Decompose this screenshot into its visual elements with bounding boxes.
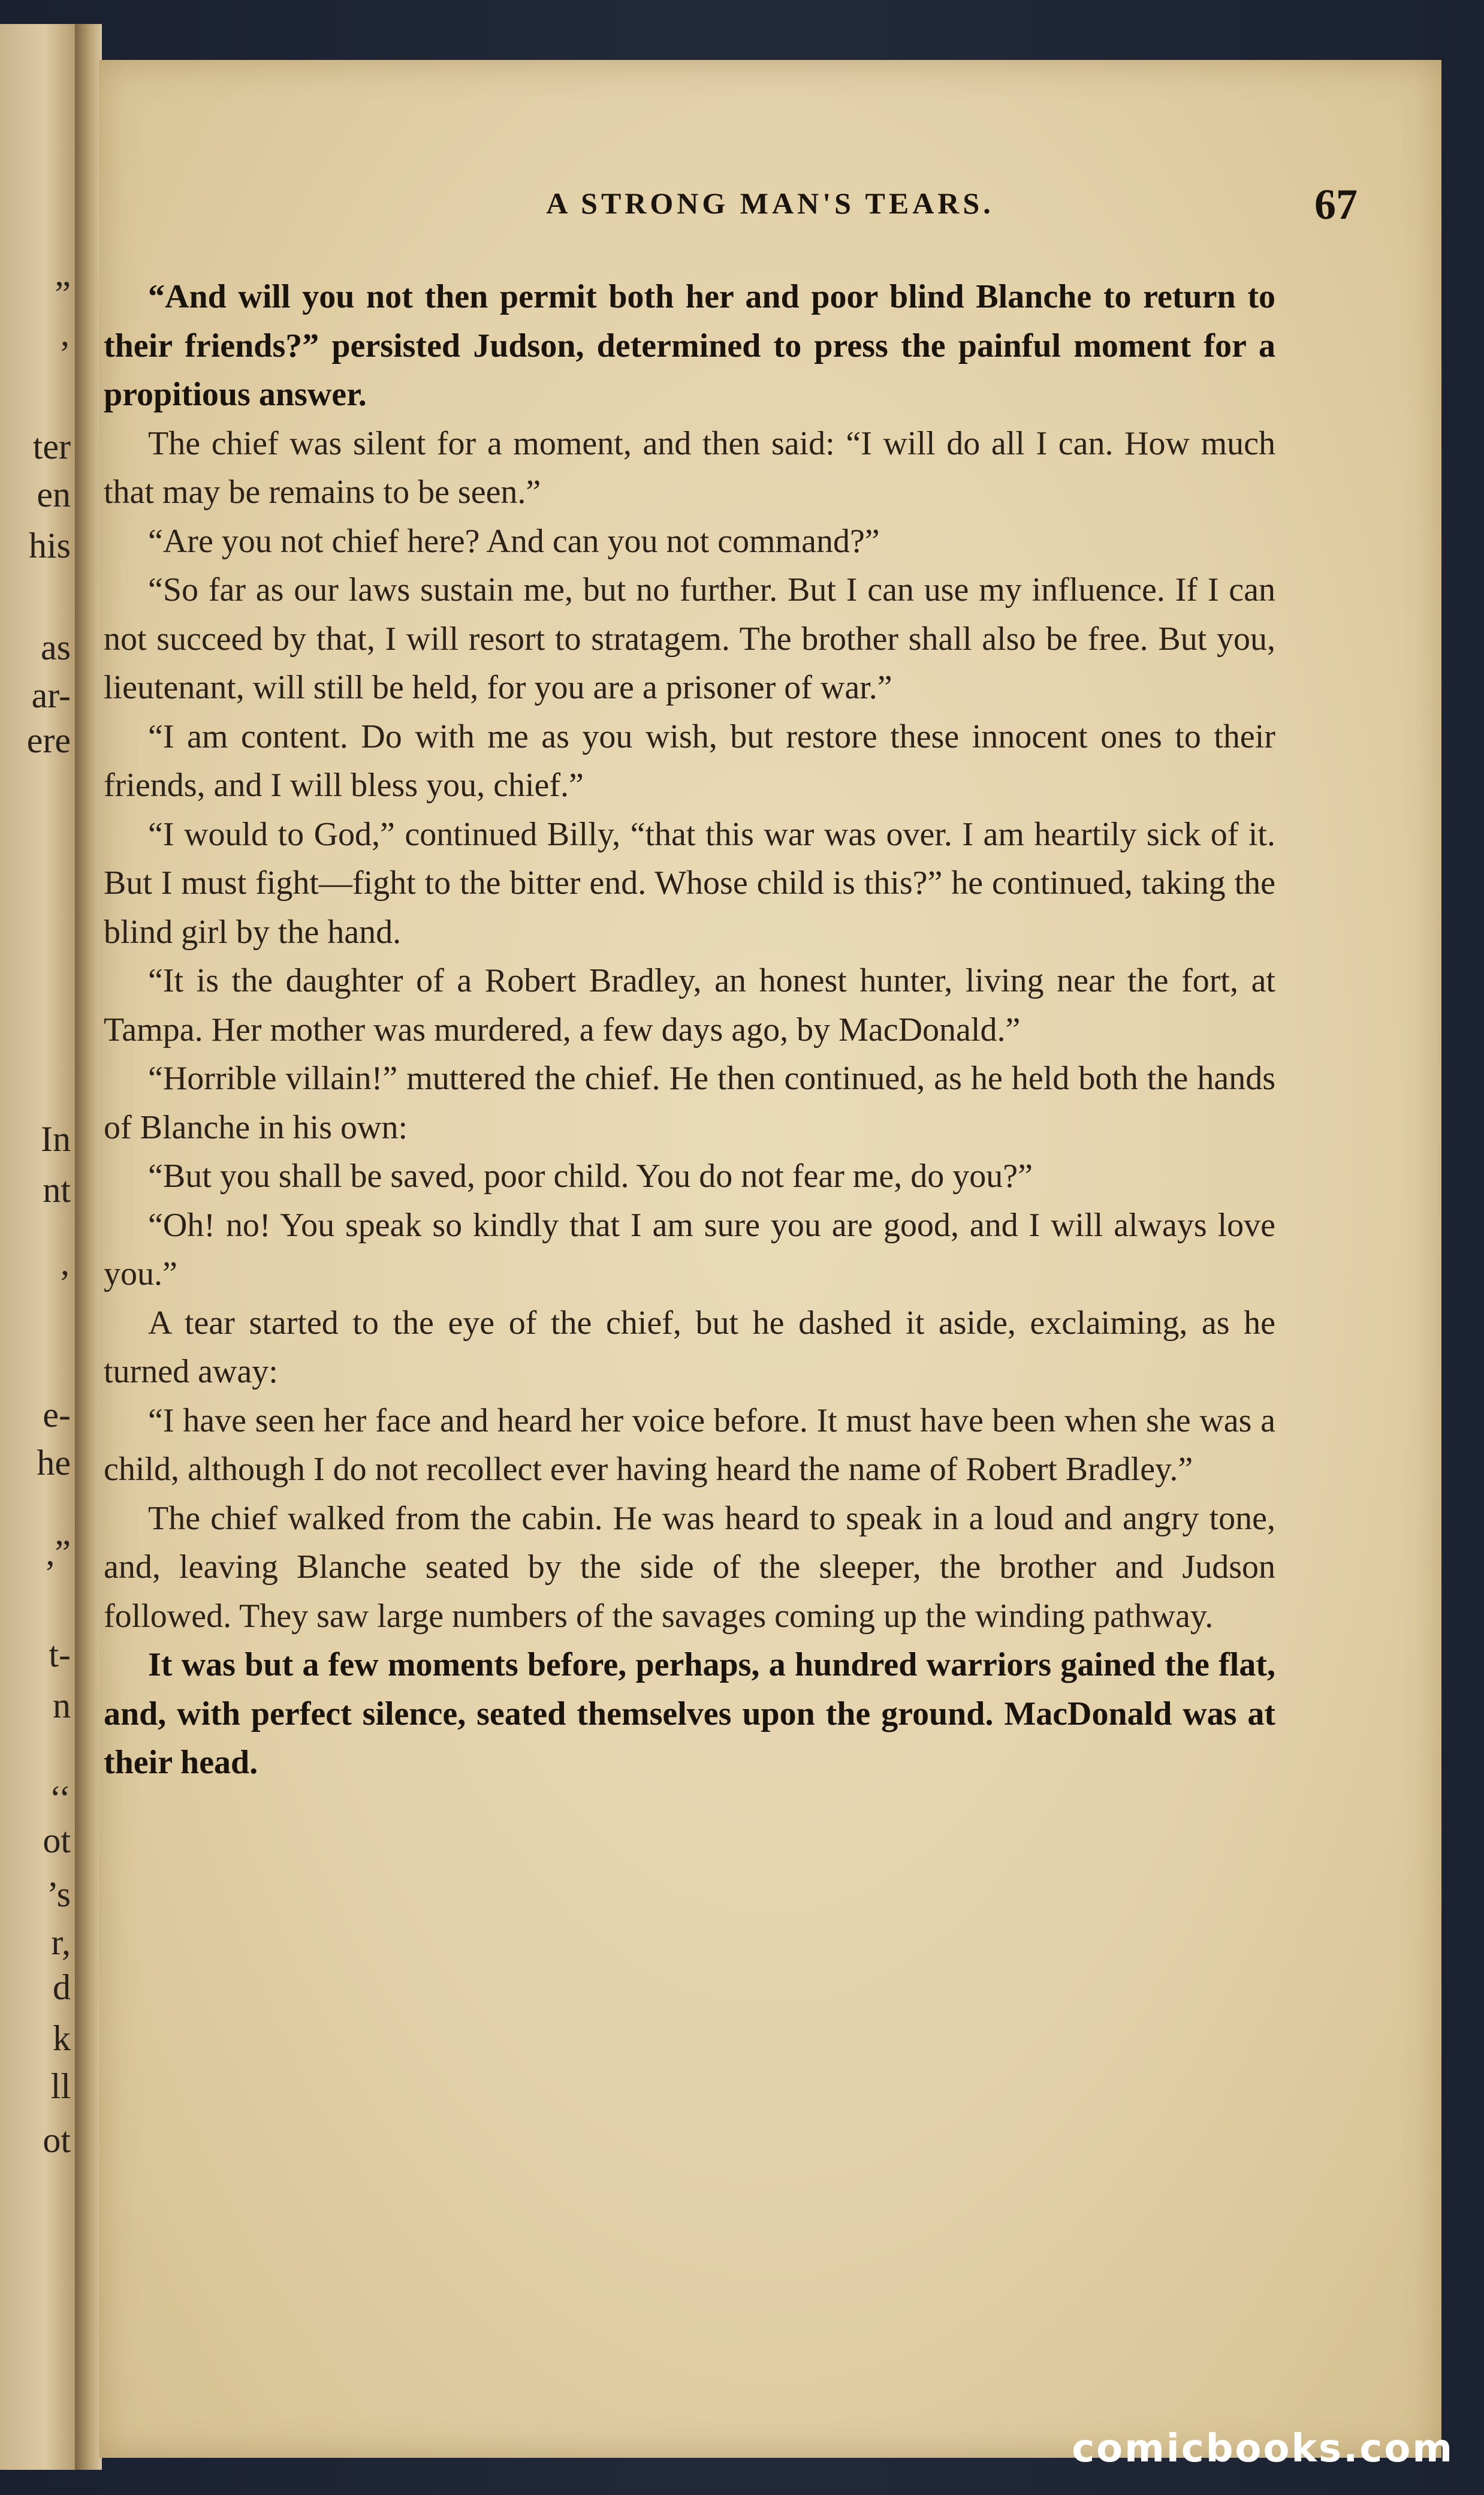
paragraph: “Are you not chief here? And can you not command?” [148,522,880,560]
paragraph: “I am content. Do with me as you wish, but restore these innocent ones to their friends, and I will bless you, chief.” [104,718,1275,804]
facing-page-fragment: his [28,526,71,565]
facing-page-fragment: In [41,1119,71,1159]
paragraph: The chief was silent for a moment, and then said: “I will do all I can. How much that may be remains to be seen.” [104,424,1275,511]
facing-page-fragment: as [41,628,71,667]
facing-page-fragment: en [37,475,71,514]
watermark-logo: comicbooks.com [1072,2427,1454,2471]
facing-page-fragment: ll [50,2066,71,2106]
facing-page-fragment: ‘‘ [49,1779,71,1818]
paragraph: The chief walked from the cabin. He was heard to speak in a loud and angry tone, and, leaving Blanche seated by the side of the sleeper, the brother and Judson followed. They saw large numbers of the savages coming up the winding pathway. [104,1499,1275,1635]
facing-page-fragment: r, [51,1923,71,1962]
facing-page-edge [0,24,77,2470]
paragraph: “But you shall be saved, poor child. You do not fear me, do you?” [148,1158,1033,1195]
paragraph: “So far as our laws sustain me, but no further. But I can use my influence. If I can not succeed by that, I will resort to stratagem. The brother shall also be free. But you, lieutenant, will still be held, for you are a prisoner of war.” [104,571,1275,706]
paragraph: “Oh! no! You speak so kindly that I am sure you are good, and I will always love you.” [104,1206,1275,1292]
facing-page-fragment: ter [32,427,71,466]
facing-page-fragment: d [53,1967,71,2007]
paragraph: “Horrible villain!” muttered the chief. He then continued, as he held both the hands of Blanche in his own: [104,1060,1275,1146]
paragraph: “I would to God,” continued Billy, “that this war was over. I am heartily sick of it. But I must fight—fight to the bitter end. Whose child is this?” he continued, taking the blind girl by the hand. [104,815,1275,951]
paragraph: “And will you not then permit both her and poor blind Blanche to return to their friends?” persisted Judson, determined to press the painful moment for a propitious answer. [104,278,1275,413]
paragraph: It was but a few moments before, perhaps, a hundred warriors gained the flat, and, with perfect silence, seated themselves upon the ground. MacDonald was at their head. [104,1646,1275,1781]
book-page [99,60,1441,2458]
facing-page-fragment: ot [43,1821,71,1860]
running-title: A STRONG MAN'S TEARS. [546,186,994,220]
facing-page-fragment: nt [43,1170,71,1210]
facing-page-fragment: ’s [46,1875,71,1914]
facing-page-fragment: k [53,2018,71,2058]
facing-page-fragment: ’ [59,1263,71,1303]
facing-page-fragment: ot [43,2120,71,2160]
facing-page-fragment: ,” [46,1533,71,1572]
facing-page-fragment: n [53,1686,71,1725]
facing-page-fragment: t- [49,1635,71,1674]
page-number: 67 [1314,180,1358,228]
facing-page-fragment: ar- [31,676,71,715]
paragraph: “I have seen her face and heard her voice before. It must have been when she was a child, although I do not recollect ever having heard the name of Robert Bradley.” [104,1402,1275,1488]
paragraph: “It is the daughter of a Robert Bradley, an honest hunter, living near the fort, at Tampa. Her mother was murdered, a few days ago, by MacDonald.” [104,962,1275,1048]
facing-page-fragment: ere [26,721,71,760]
facing-page-fragment: ’ [59,334,71,373]
book-gutter [75,24,102,2470]
facing-page-fragment: ” [55,274,71,314]
facing-page-fragment: e- [43,1395,71,1435]
running-head [99,180,1441,240]
facing-page-fragment: he [37,1443,71,1482]
body-text [104,273,1275,1788]
paragraph: A tear started to the eye of the chief, but he dashed it aside, exclaiming, as he turned away: [104,1304,1275,1390]
